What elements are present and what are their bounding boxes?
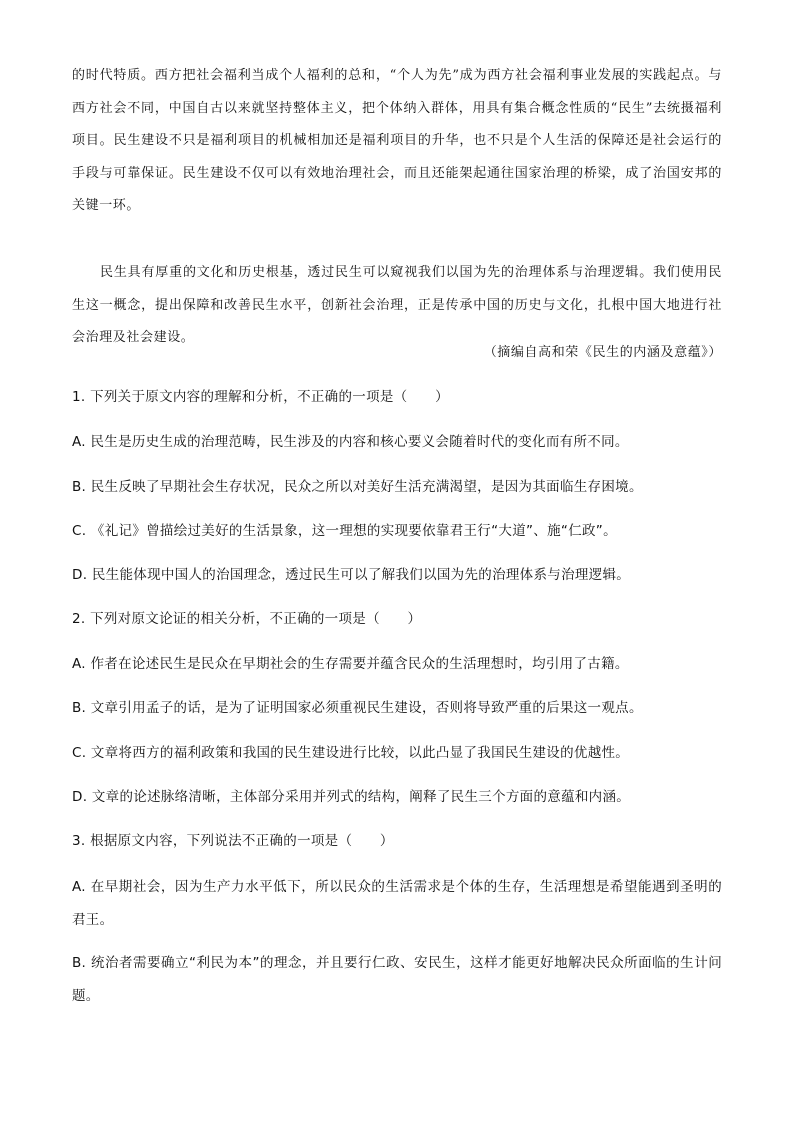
question-1-option-d: D. 民生能体现中国人的治国理念，透过民生可以了解我们以国为先的治理体系与治理逻辑。 xyxy=(72,567,631,583)
passage-paragraph-2: 民生具有厚重的文化和历史根基，透过民生可以窥视我们以国为先的治理体系与治理逻辑。我们使用民生这一概念，提出保障和改善民生水平，创新社会治理，正是传承中国的历史与文化，扎根中国大地进行社会治理及社会建设。 xyxy=(72,265,722,345)
question-1-stem: 1. 下列关于原文内容的理解和分析，不正确的一项是（ ） xyxy=(72,389,449,405)
question-2-stem: 2. 下列对原文论证的相关分析，不正确的一项是（ ） xyxy=(72,611,422,627)
question-2-option-b: B. 文章引用孟子的话，是为了证明国家必须重视民生建设，否则将导致严重的后果这一观点。 xyxy=(72,700,643,716)
question-2-option-c: C. 文章将西方的福利政策和我国的民生建设进行比较，以此凸显了我国民生建设的优越性。 xyxy=(72,745,630,761)
question-3-option-a: A. 在早期社会，因为生产力水平低下，所以民众的生活需求是个体的生存，生活理想是希望能遇到圣明的君王。 xyxy=(72,879,722,928)
question-1-option-b: B. 民生反映了早期社会生存状况，民众之所以对美好生活充满渴望，是因为其面临生存困境。 xyxy=(72,479,643,495)
passage-paragraph-1: 的时代特质。西方把社会福利当成个人福利的总和，“个人为先”成为西方社会福利事业发展的实践起点。与西方社会不同，中国自古以来就坚持整体主义，把个体纳入群体，用具有集合概念性质的“民生”去统摄福利项目。民生建设不只是福利项目的机械相加还是福利项目的升华，也不只是个人生活的保障还是社会运行的手段与可靠保证。民生建设不仅可以有效地治理社会，而且还能架起通往国家治理的桥梁，成了治国安邦的关键一环。 xyxy=(72,68,722,213)
question-2-option-d: D. 文章的论述脉络清晰，主体部分采用并列式的结构，阐释了民生三个方面的意蕴和内涵。 xyxy=(72,789,631,805)
question-1-option-a: A. 民生是历史生成的治理范畴，民生涉及的内容和核心要义会随着时代的变化而有所不同。 xyxy=(72,434,629,450)
question-3-option-b: B. 统治者需要确立“利民为本”的理念，并且要行仁政、安民生，这样才能更好地解决民众所面临的生计问题。 xyxy=(72,955,722,1004)
passage-source: （摘编自高和荣《民生的内涵及意蕴》） xyxy=(483,345,722,360)
question-2-option-a: A. 作者在论述民生是民众在早期社会的生存需要并蕴含民众的生活理想时，均引用了古籍。 xyxy=(72,656,629,672)
question-3-stem: 3. 根据原文内容，下列说法不正确的一项是（ ） xyxy=(72,833,394,849)
question-1-option-c: C. 《礼记》曾描绘过美好的生活景象，这一理想的实现要依靠君王行“大道”、施“仁政”。 xyxy=(72,523,617,539)
